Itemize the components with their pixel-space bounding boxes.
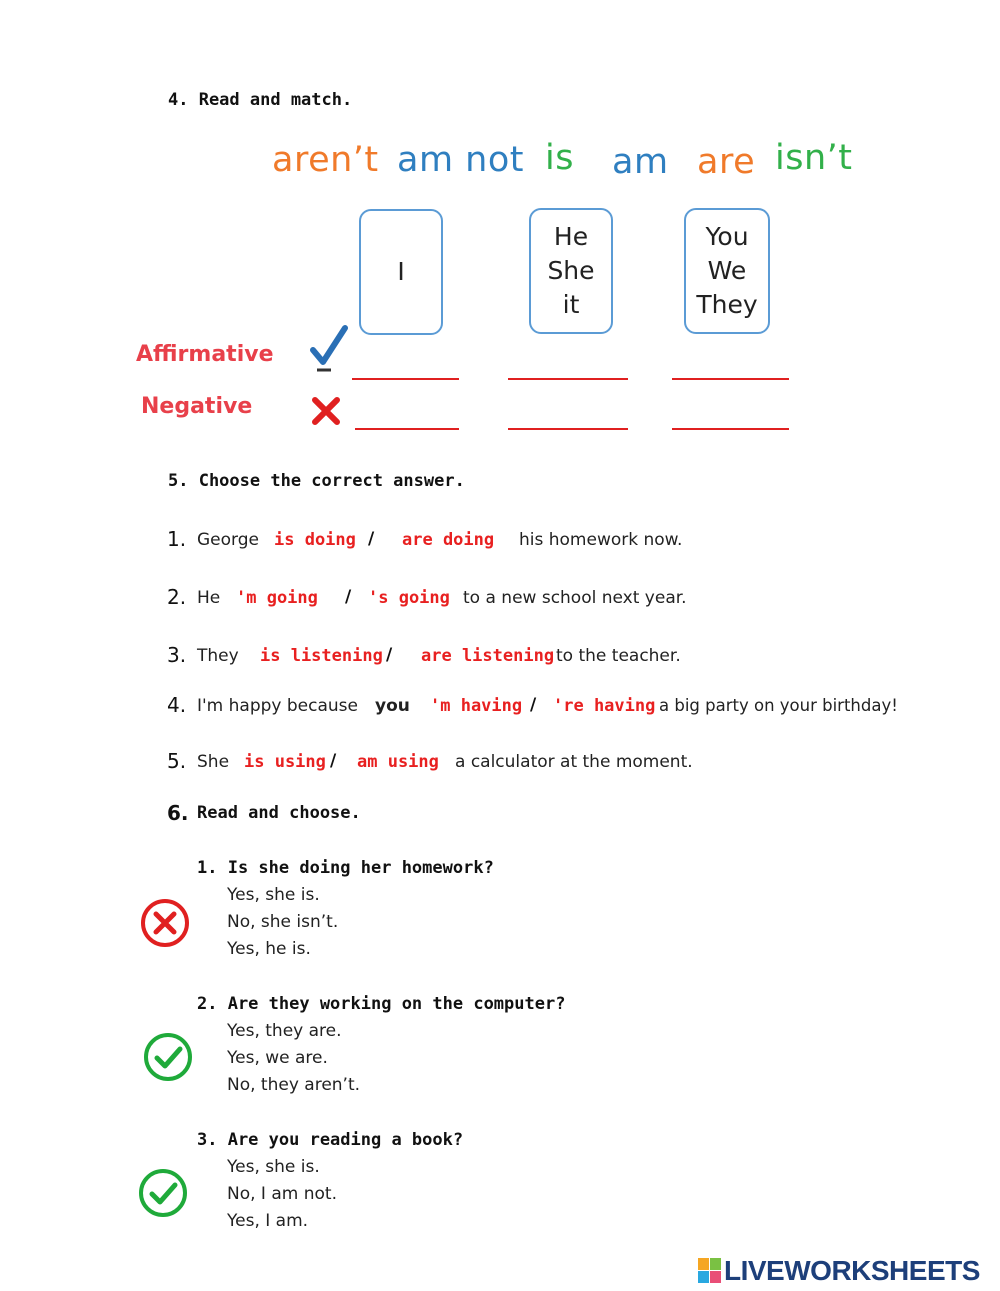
answer-option[interactable]: Yes, I am. xyxy=(227,1211,309,1231)
correct-icon xyxy=(142,1031,194,1083)
section-6-heading: Read and choose. xyxy=(197,803,361,823)
answer-option[interactable]: Yes, she is. xyxy=(227,1157,320,1177)
sentence-end: his homework now. xyxy=(519,530,683,550)
correct-icon xyxy=(137,1167,189,1219)
question-text: 3. Are you reading a book? xyxy=(197,1130,464,1150)
cross-icon xyxy=(311,396,341,426)
liveworksheets-logo xyxy=(698,1255,980,1287)
wrong-icon xyxy=(139,897,191,949)
option-2[interactable]: 's going xyxy=(368,588,450,608)
pronoun-box-he-she-it xyxy=(529,208,613,334)
pronoun-it: it xyxy=(562,290,580,319)
word-arent: aren’t xyxy=(272,140,379,180)
option-separator: / xyxy=(386,645,393,665)
pronoun-box-you-we-they xyxy=(684,208,770,334)
option-separator: / xyxy=(368,529,375,549)
item-number: 5. xyxy=(167,749,187,773)
sentence-start: He xyxy=(197,588,221,608)
option-1[interactable]: is doing xyxy=(274,530,356,550)
option-2[interactable]: 're having xyxy=(553,696,656,716)
question-text: 1. Is she doing her homework? xyxy=(197,858,494,878)
sentence-start: They xyxy=(197,646,239,666)
negative-blank-i[interactable] xyxy=(355,428,459,430)
affirmative-blank-you-we-they[interactable] xyxy=(672,378,789,380)
pronoun-they: They xyxy=(696,290,758,319)
item-number: 2. xyxy=(167,585,187,609)
word-is: is xyxy=(545,138,574,178)
answer-option[interactable]: No, she isn’t. xyxy=(227,912,339,932)
answer-option[interactable]: Yes, she is. xyxy=(227,885,320,905)
answer-option[interactable]: No, they aren’t. xyxy=(227,1075,361,1095)
item-number: 4. xyxy=(167,693,187,717)
option-separator: / xyxy=(530,695,537,715)
sentence-end: a big party on your birthday! xyxy=(659,696,898,715)
answer-option[interactable]: Yes, he is. xyxy=(227,939,311,959)
pronoun-you: You xyxy=(705,222,749,251)
question-text: 2. Are they working on the computer? xyxy=(197,994,566,1014)
option-separator: / xyxy=(330,751,337,771)
sentence-start: George xyxy=(197,530,259,550)
word-isnt: isn’t xyxy=(775,138,853,178)
section-5-heading: 5. Choose the correct answer. xyxy=(168,471,465,491)
section-4-heading: 4. Read and match. xyxy=(168,90,353,110)
item-number: 3. xyxy=(167,643,187,667)
option-2[interactable]: am using xyxy=(357,752,439,772)
item-number: 1. xyxy=(167,527,187,551)
option-1[interactable]: is listening xyxy=(260,646,383,666)
sentence-end: to the teacher. xyxy=(556,646,681,666)
negative-blank-you-we-they[interactable] xyxy=(672,428,789,430)
pronoun-she: She xyxy=(547,256,595,285)
affirmative-blank-he-she-it[interactable] xyxy=(508,378,628,380)
pronoun-box-i xyxy=(359,209,443,335)
sentence-subject: you xyxy=(375,696,410,716)
section-6-number: 6. xyxy=(167,801,189,825)
answer-option[interactable]: Yes, they are. xyxy=(227,1021,342,1041)
affirmative-label: Affirmative xyxy=(136,342,274,367)
option-separator: / xyxy=(345,587,352,607)
pronoun-i: I xyxy=(397,257,405,286)
checkmark-icon xyxy=(309,324,349,376)
negative-blank-he-she-it[interactable] xyxy=(508,428,628,430)
sentence-start: She xyxy=(197,752,230,772)
word-am: am xyxy=(612,142,669,182)
option-2[interactable]: are doing xyxy=(402,530,495,550)
pronoun-we: We xyxy=(707,256,747,285)
answer-option[interactable]: Yes, we are. xyxy=(227,1048,328,1068)
word-are: are xyxy=(697,142,756,182)
answer-option[interactable]: No, I am not. xyxy=(227,1184,337,1204)
option-1[interactable]: is using xyxy=(244,752,326,772)
option-1[interactable]: 'm going xyxy=(236,588,318,608)
option-1[interactable]: 'm having xyxy=(430,696,523,716)
pronoun-he: He xyxy=(553,222,589,251)
option-2[interactable]: are listening xyxy=(421,646,555,666)
sentence-end: a calculator at the moment. xyxy=(455,752,693,772)
word-am-not: am not xyxy=(397,140,524,180)
negative-label: Negative xyxy=(141,394,253,419)
logo-text: LIVEWORKSHEETS xyxy=(724,1255,980,1286)
affirmative-blank-i[interactable] xyxy=(352,378,459,380)
logo-blocks-icon xyxy=(698,1258,722,1284)
sentence-start: I'm happy because xyxy=(197,696,358,716)
sentence-end: to a new school next year. xyxy=(463,588,687,608)
